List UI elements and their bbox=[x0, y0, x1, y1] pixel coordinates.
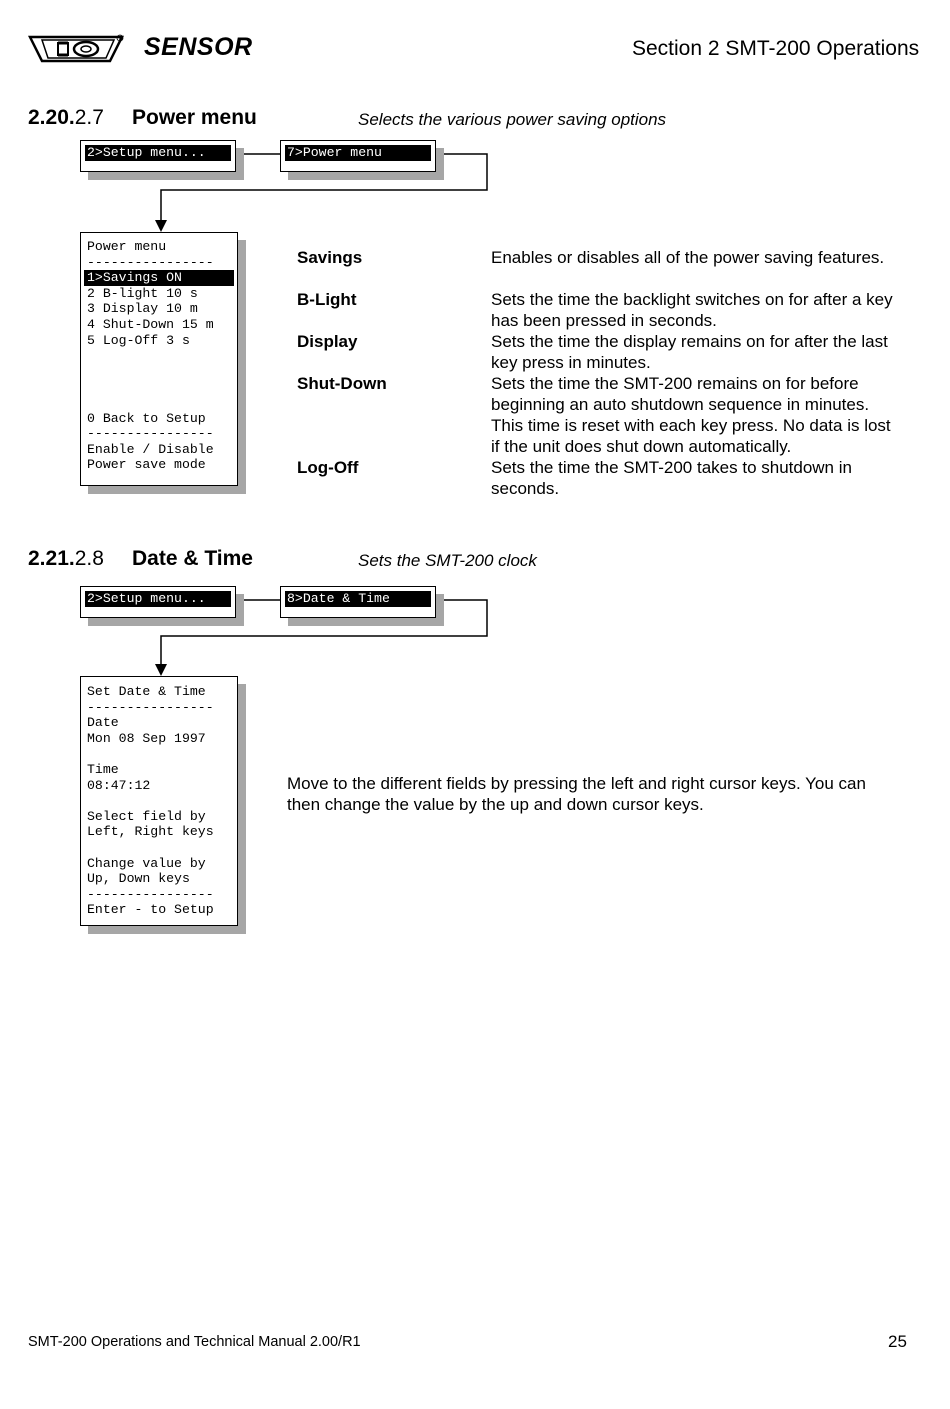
date-time-instructions: Move to the different fields by pressing the left and right cursor keys. You can then change the value by the up and down cursor keys. bbox=[287, 774, 866, 814]
screen-line: Power menu bbox=[87, 239, 167, 254]
footer-manual-title: SMT-200 Operations and Technical Manual 2.00/R1 bbox=[28, 1334, 361, 1350]
term-shut-down: Shut-Down bbox=[297, 374, 387, 393]
screen-line: Enable / Disable bbox=[87, 441, 214, 457]
section-description: Sets the SMT-200 clock bbox=[358, 551, 537, 570]
screen-line: Select field by bbox=[87, 808, 206, 824]
screen-line: Time bbox=[87, 761, 119, 777]
svg-text:R: R bbox=[118, 35, 122, 41]
section-title: Section 2 SMT-200 Operations bbox=[632, 37, 920, 60]
back-to-setup-option[interactable]: 0 Back to Setup bbox=[87, 410, 206, 426]
term-log-off: Log-Off bbox=[297, 458, 359, 477]
desc-b-light: Sets the time the backlight switches on for after a key has been pressed in seconds. bbox=[491, 290, 893, 330]
screen-line bbox=[81, 364, 237, 380]
date-time-menu-box bbox=[280, 586, 436, 618]
screen-line bbox=[81, 379, 237, 395]
screen-line: ---------------- bbox=[87, 886, 214, 902]
term-display: Display bbox=[297, 332, 358, 351]
screen-line bbox=[81, 348, 237, 364]
desc-log-off: Sets the time the SMT-200 takes to shutdown in seconds. bbox=[491, 458, 852, 498]
setup-menu-box bbox=[80, 586, 236, 618]
section-number: 2.21.2.8 bbox=[28, 547, 104, 570]
term-b-light: B-Light bbox=[297, 290, 357, 309]
screen-line: Change value by bbox=[87, 855, 206, 871]
power-menu-item[interactable]: 7>Power menu bbox=[285, 145, 431, 161]
power-menu-box bbox=[280, 140, 436, 172]
log-off-option[interactable]: 5 Log-Off 3 s bbox=[87, 332, 190, 348]
desc-display: Sets the time the display remains on for after the last key press in minutes. bbox=[491, 332, 888, 372]
desc-savings: Enables or disables all of the power saving features. bbox=[491, 248, 885, 267]
screen-line: ---------------- bbox=[87, 699, 214, 715]
setup-menu-item[interactable]: 2>Setup menu... bbox=[85, 591, 231, 607]
date-time-menu-item[interactable]: 8>Date & Time bbox=[285, 591, 431, 607]
section-heading: Power menu bbox=[132, 106, 257, 129]
savings-option[interactable]: 1>Savings ON bbox=[84, 270, 234, 286]
display-option[interactable]: 3 Display 10 m bbox=[87, 301, 198, 317]
power-menu-screen bbox=[80, 232, 238, 486]
screen-line: Power save mode bbox=[87, 457, 206, 473]
brand-name: SENSOR bbox=[144, 33, 253, 61]
screen-line bbox=[81, 793, 237, 809]
screen-line: Left, Right keys bbox=[87, 824, 214, 840]
screen-line: ---------------- bbox=[87, 254, 214, 270]
b-light-option[interactable]: 2 B-light 10 s bbox=[87, 285, 198, 301]
screen-line: Up, Down keys bbox=[87, 871, 190, 887]
screen-line bbox=[81, 840, 237, 856]
screen-line bbox=[81, 395, 237, 411]
desc-shut-down: Sets the time the SMT-200 remains on for before beginning an auto shutdown sequence in minutes. This time is reset with each key press. No data is lost if the unit does shut down automatically. bbox=[491, 374, 891, 456]
screen-line: Set Date & Time bbox=[87, 684, 206, 699]
screen-line: ---------------- bbox=[87, 426, 214, 442]
term-savings: Savings bbox=[297, 248, 363, 267]
section-description: Selects the various power saving options bbox=[358, 110, 667, 129]
shut-down-option[interactable]: 4 Shut-Down 15 m bbox=[87, 316, 214, 332]
setup-menu-box bbox=[80, 140, 236, 172]
time-field[interactable]: 08:47:12 bbox=[87, 777, 151, 793]
page-number: 25 bbox=[888, 1332, 907, 1351]
date-time-screen bbox=[80, 676, 238, 926]
screen-line: Date bbox=[87, 715, 119, 731]
section-number: 2.20.2.7 bbox=[28, 106, 104, 129]
date-field[interactable]: Mon 08 Sep 1997 bbox=[87, 730, 206, 746]
section-heading: Date & Time bbox=[132, 547, 253, 570]
setup-menu-item[interactable]: 2>Setup menu... bbox=[85, 145, 231, 161]
enter-to-setup-option[interactable]: Enter - to Setup bbox=[87, 902, 214, 918]
screen-line bbox=[81, 746, 237, 762]
